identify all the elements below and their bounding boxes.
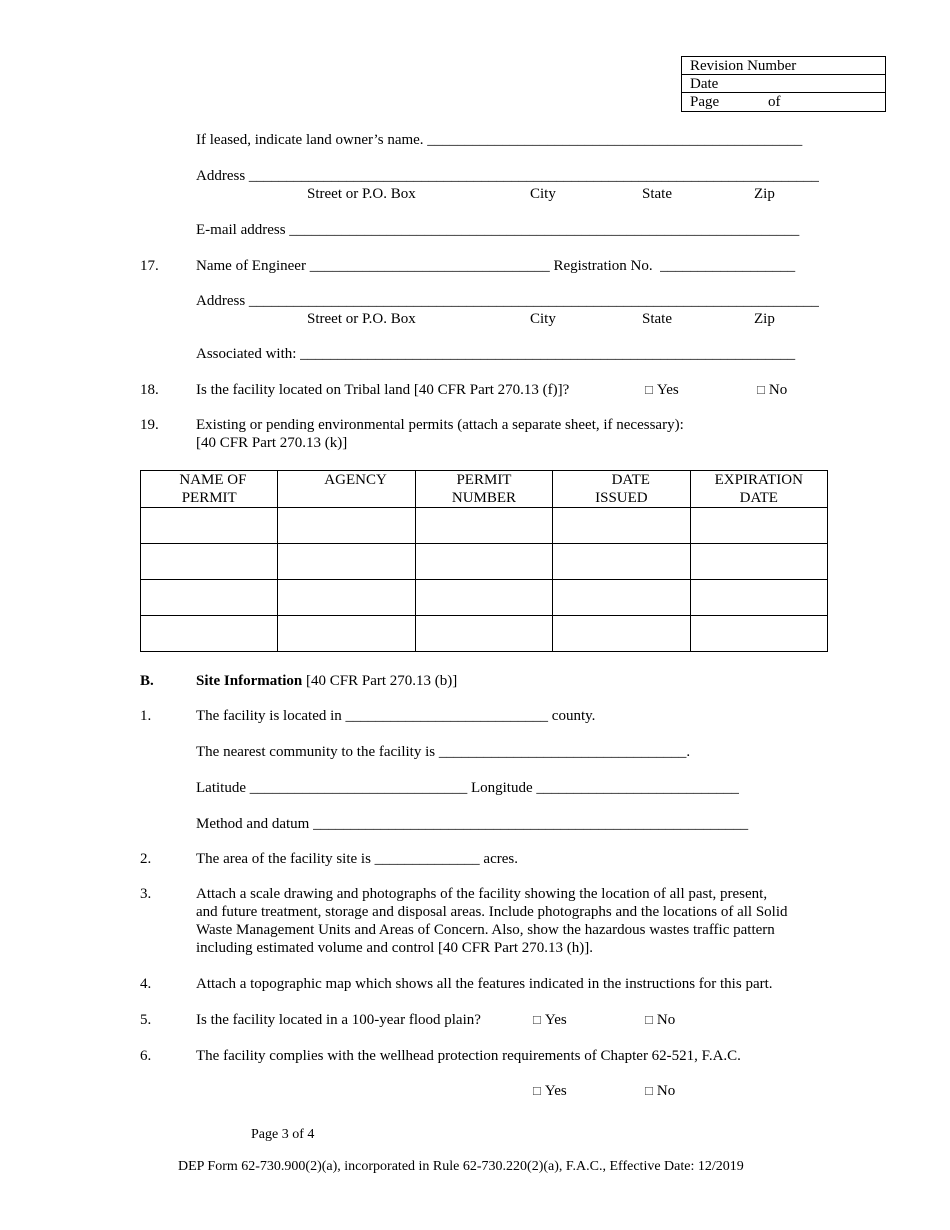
engineer-city-caption: City — [530, 311, 556, 327]
table-row — [141, 580, 828, 616]
associated-with-field[interactable]: Associated with: __________________________________________________________________ — [196, 346, 796, 362]
table-row — [141, 508, 828, 544]
revision-box — [681, 56, 886, 112]
b3-line-1: Attach a scale drawing and photographs of the facility showing the location of all past, present, — [196, 886, 768, 902]
col-header-name-of-permit: NAME OF PERMIT — [141, 471, 278, 508]
section-b-letter: B. — [140, 673, 154, 689]
page-number: Page 3 of 4 — [251, 1127, 315, 1142]
b3-number: 3. — [140, 886, 152, 902]
checkbox-icon[interactable]: ☐ — [756, 384, 766, 397]
table-cell[interactable] — [553, 544, 690, 580]
b6-no-label: No — [656, 1083, 676, 1099]
revision-number-row — [682, 57, 885, 75]
table-cell[interactable] — [415, 616, 552, 652]
table-cell[interactable] — [415, 544, 552, 580]
q18-no-option[interactable] — [756, 381, 787, 400]
table-cell[interactable] — [415, 580, 552, 616]
q19-number: 19. — [140, 417, 159, 433]
table-cell[interactable] — [553, 616, 690, 652]
table-cell[interactable] — [553, 508, 690, 544]
checkbox-icon[interactable]: ☐ — [644, 1014, 654, 1027]
table-cell[interactable] — [690, 544, 827, 580]
b6-no-option[interactable] — [644, 1082, 675, 1101]
b3-line-2: and future treatment, storage and disposal areas. Include photographs and the locations of all Solid — [196, 904, 788, 920]
nearest-community-field[interactable]: The nearest community to the facility is _________________________________. — [196, 744, 691, 760]
table-cell[interactable] — [690, 616, 827, 652]
table-cell[interactable] — [553, 580, 690, 616]
section-b-heading — [196, 672, 457, 690]
section-b-title: Site Information — [196, 673, 303, 689]
revision-page-of-label: of — [768, 94, 781, 110]
b6-yes-option[interactable] — [532, 1082, 567, 1101]
site-area-field[interactable]: The area of the facility site is ______________ acres. — [196, 851, 518, 867]
landowner-name-field[interactable]: If leased, indicate land owner’s name. __________________________________________________ — [196, 132, 803, 148]
b3-line-3: Waste Management Units and Areas of Concern. Also, show the hazardous wastes traffic pattern — [196, 922, 775, 938]
landowner-city-caption: City — [530, 186, 556, 202]
county-field[interactable]: The facility is located in ___________________________ county. — [196, 708, 596, 724]
landowner-street-caption: Street or P.O. Box — [307, 186, 416, 202]
b5-no-option[interactable] — [644, 1011, 675, 1030]
b4-number: 4. — [140, 976, 152, 992]
table-cell[interactable] — [141, 580, 278, 616]
table-cell[interactable] — [690, 508, 827, 544]
permits-table — [140, 470, 828, 652]
q19-line1: Existing or pending environmental permits (attach a separate sheet, if necessary): — [196, 417, 684, 433]
table-cell[interactable] — [278, 508, 415, 544]
form-footer-line: DEP Form 62-730.900(2)(a), incorporated in Rule 62-730.220(2)(a), F.A.C., Effective Date: 12/2019 — [178, 1159, 744, 1174]
revision-number-label: Revision Number — [690, 58, 797, 74]
table-cell[interactable] — [141, 616, 278, 652]
col-header-permit-number: PERMIT NUMBER — [415, 471, 552, 508]
table-cell[interactable] — [415, 508, 552, 544]
engineer-street-caption: Street or P.O. Box — [307, 311, 416, 327]
b5-no-label: No — [656, 1012, 676, 1028]
q18-question: Is the facility located on Tribal land [40 CFR Part 270.13 (f)]? — [196, 382, 570, 398]
q18-yes-option[interactable] — [644, 381, 679, 400]
b5-yes-option[interactable] — [532, 1011, 567, 1030]
table-row — [141, 544, 828, 580]
b1-number: 1. — [140, 708, 152, 724]
b3-line-4: including estimated volume and control [40 CFR Part 270.13 (h)]. — [196, 940, 594, 956]
table-cell[interactable] — [278, 544, 415, 580]
revision-date-label: Date — [690, 76, 719, 92]
landowner-email-field[interactable]: E-mail address ____________________________________________________________________ — [196, 222, 800, 238]
landowner-address-field[interactable]: Address ____________________________________________________________________________ — [196, 168, 819, 184]
q18-no-label: No — [768, 382, 788, 398]
method-datum-field[interactable]: Method and datum __________________________________________________________ — [196, 816, 749, 832]
table-row — [141, 616, 828, 652]
landowner-state-caption: State — [642, 186, 672, 202]
b4-text: Attach a topographic map which shows all the features indicated in the instructions for this part. — [196, 976, 773, 992]
col-header-date-issued: DATE ISSUED — [553, 471, 690, 508]
checkbox-icon[interactable]: ☐ — [644, 384, 654, 397]
q19-line2: [40 CFR Part 270.13 (k)] — [196, 435, 348, 451]
permits-header-row — [141, 471, 828, 508]
table-cell[interactable] — [690, 580, 827, 616]
section-b-ref: [40 CFR Part 270.13 (b)] — [302, 673, 458, 689]
engineer-address-field[interactable]: Address ____________________________________________________________________________ — [196, 293, 819, 309]
table-cell[interactable] — [141, 508, 278, 544]
checkbox-icon[interactable]: ☐ — [644, 1085, 654, 1098]
engineer-state-caption: State — [642, 311, 672, 327]
revision-date-row — [682, 75, 885, 93]
table-cell[interactable] — [141, 544, 278, 580]
checkbox-icon[interactable]: ☐ — [532, 1085, 542, 1098]
col-header-agency: AGENCY — [278, 471, 415, 508]
col-header-expiration-date: EXPIRATION DATE — [690, 471, 827, 508]
revision-page-label: Page — [690, 94, 720, 110]
engineer-name-field[interactable]: Name of Engineer ________________________________ Registration No. __________________ — [196, 258, 796, 274]
q18-yes-label: Yes — [656, 382, 679, 398]
q18-number: 18. — [140, 382, 159, 398]
revision-page-row — [682, 93, 885, 111]
b2-number: 2. — [140, 851, 152, 867]
table-cell[interactable] — [278, 616, 415, 652]
checkbox-icon[interactable]: ☐ — [532, 1014, 542, 1027]
b6-yes-label: Yes — [544, 1083, 567, 1099]
q17-number: 17. — [140, 258, 159, 274]
lat-long-field[interactable]: Latitude _____________________________ Longitude ___________________________ — [196, 780, 739, 796]
b6-number: 6. — [140, 1048, 152, 1064]
b5-number: 5. — [140, 1012, 152, 1028]
b5-yes-label: Yes — [544, 1012, 567, 1028]
table-cell[interactable] — [278, 580, 415, 616]
b5-question: Is the facility located in a 100-year flood plain? — [196, 1012, 481, 1028]
b6-text: The facility complies with the wellhead protection requirements of Chapter 62-521, F.A.C. — [196, 1048, 741, 1064]
landowner-zip-caption: Zip — [754, 186, 775, 202]
engineer-zip-caption: Zip — [754, 311, 775, 327]
